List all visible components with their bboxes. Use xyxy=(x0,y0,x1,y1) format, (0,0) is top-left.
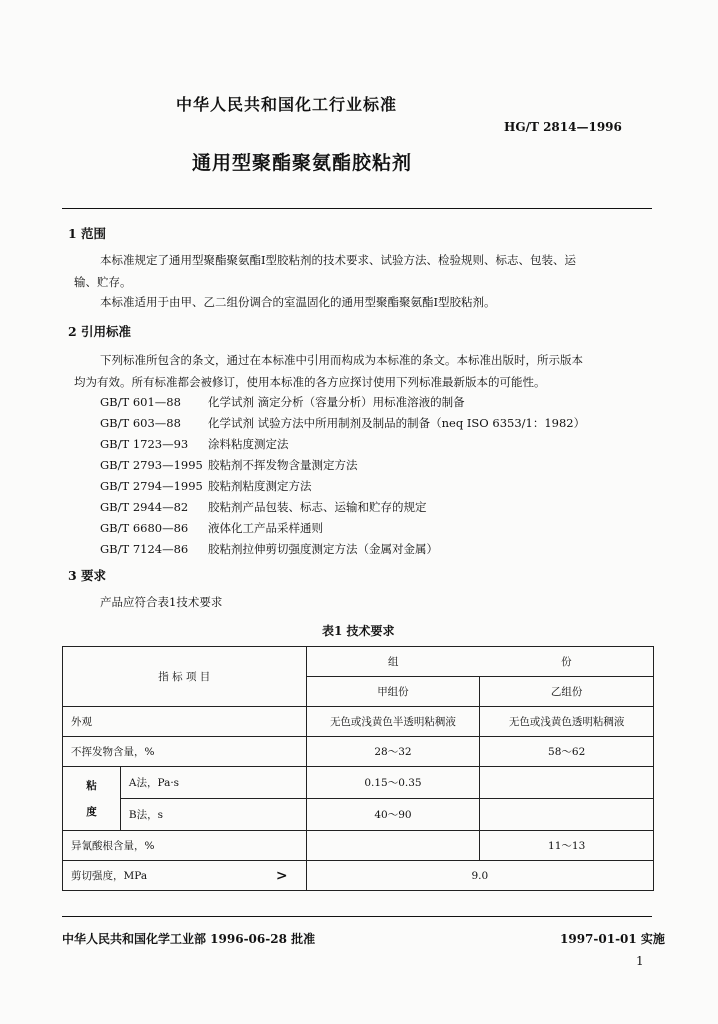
page-number: 1 xyxy=(636,954,644,968)
header-item: 指 标 项 目 xyxy=(63,647,307,707)
standard-code: HG/T 2814—1996 xyxy=(504,120,622,134)
reference-title: 涂料粘度测定法 xyxy=(208,437,289,451)
reference-title: 化学试剂 试验方法中所用制剂及制品的制备（neq ISO 6353/1：1982） xyxy=(208,416,586,430)
reference-item xyxy=(100,520,323,536)
table-row xyxy=(63,767,654,799)
greater-than-symbol: > xyxy=(275,867,288,884)
scope-paragraph-2: 本标准适用于由甲、乙二组份调合的室温固化的通用型聚酯聚氨酯Ⅰ型胶粘剂。 xyxy=(100,295,496,309)
scope-paragraph-1-cont: 输、贮存。 xyxy=(74,275,132,289)
footer-divider xyxy=(62,916,652,917)
row-label: 异氰酸根含量，% xyxy=(63,831,307,861)
reference-item xyxy=(100,436,289,452)
section-heading-scope: 1 范围 xyxy=(68,226,107,241)
header-col-a: 甲组份 xyxy=(306,677,480,707)
references-intro-cont: 均为有效。所有标准都会被修订，使用本标准的各方应探讨使用下列标准最新版本的可能性。 xyxy=(74,375,546,389)
cell-a: 0.15～0.35 xyxy=(306,767,480,799)
reference-title: 液体化工产品采样通则 xyxy=(208,521,323,535)
reference-item xyxy=(100,499,427,515)
cell-merged: 9.0 xyxy=(306,861,653,891)
cell-b xyxy=(480,767,654,799)
reference-code: GB/T 6680—86 xyxy=(100,521,189,535)
references-intro: 下列标准所包含的条文，通过在本标准中引用而构成为本标准的条文。本标准出版时，所示版本 xyxy=(100,353,583,367)
effective-date: 1997-01-01 实施 xyxy=(560,932,665,946)
reference-item xyxy=(100,415,585,431)
scope-paragraph-1: 本标准规定了通用型聚酯聚氨酯Ⅰ型胶粘剂的技术要求、试验方法、检验规则、标志、包装、运 xyxy=(100,253,577,267)
cell-b xyxy=(480,799,654,831)
row-label: 不挥发物含量，% xyxy=(63,737,307,767)
reference-item xyxy=(100,478,312,494)
row-label xyxy=(63,861,307,891)
table-row xyxy=(63,737,654,767)
reference-title: 胶粘剂不挥发物含量测定方法 xyxy=(208,458,358,472)
header-components xyxy=(306,647,653,677)
reference-title: 胶粘剂粘度测定方法 xyxy=(208,479,312,493)
reference-code: GB/T 603—88 xyxy=(100,416,181,430)
cell-a: 40～90 xyxy=(306,799,480,831)
page-title: 通用型聚酯聚氨酯胶粘剂 xyxy=(192,152,413,174)
header-component-char2: 份 xyxy=(561,656,572,668)
row-label: B法，s xyxy=(120,799,306,831)
viscosity-char-2: 度 xyxy=(86,805,97,818)
reference-code: GB/T 601—88 xyxy=(100,395,181,409)
reference-code: GB/T 2793—1995 xyxy=(100,458,203,472)
cell-a xyxy=(306,831,480,861)
reference-title: 化学试剂 滴定分析（容量分析）用标准溶液的制备 xyxy=(208,395,465,409)
header-col-b: 乙组份 xyxy=(480,677,654,707)
cell-a: 28～32 xyxy=(306,737,480,767)
table-row xyxy=(63,799,654,831)
cell-a: 无色或浅黄色半透明粘稠液 xyxy=(306,707,480,737)
approval-date: 中华人民共和国化学工业部 1996-06-28 批准 xyxy=(62,932,316,946)
viscosity-group-label xyxy=(63,767,121,831)
requirements-paragraph: 产品应符合表1技术要求 xyxy=(100,595,223,609)
reference-code: GB/T 2944—82 xyxy=(100,500,189,514)
table-caption: 表1 技术要求 xyxy=(322,624,395,638)
reference-code: GB/T 1723—93 xyxy=(100,437,189,451)
cell-b: 11～13 xyxy=(480,831,654,861)
cell-b: 58～62 xyxy=(480,737,654,767)
row-label: 外观 xyxy=(63,707,307,737)
header-divider xyxy=(62,208,652,209)
section-heading-references: 2 引用标准 xyxy=(68,324,132,339)
reference-code: GB/T 2794—1995 xyxy=(100,479,203,493)
header-component-char1: 组 xyxy=(387,656,399,668)
reference-title: 胶粘剂产品包装、标志、运输和贮存的规定 xyxy=(208,500,427,514)
table-row xyxy=(63,861,654,891)
cell-b: 无色或浅黄色透明粘稠液 xyxy=(480,707,654,737)
table-row xyxy=(63,831,654,861)
issuing-org: 中华人民共和国化工行业标准 xyxy=(176,95,398,114)
table-row xyxy=(63,707,654,737)
reference-item xyxy=(100,457,358,473)
table-header-row xyxy=(63,647,654,677)
reference-code: GB/T 7124—86 xyxy=(100,542,189,556)
viscosity-char-1: 粘 xyxy=(86,779,97,792)
reference-item xyxy=(100,541,438,557)
row-label: A法，Pa·s xyxy=(120,767,306,799)
reference-title: 胶粘剂拉伸剪切强度测定方法（金属对金属） xyxy=(208,542,438,556)
section-heading-requirements: 3 要求 xyxy=(68,568,107,583)
technical-requirements-table xyxy=(62,646,654,891)
reference-item xyxy=(100,394,465,410)
shear-label: 剪切强度，MPa xyxy=(71,869,148,882)
